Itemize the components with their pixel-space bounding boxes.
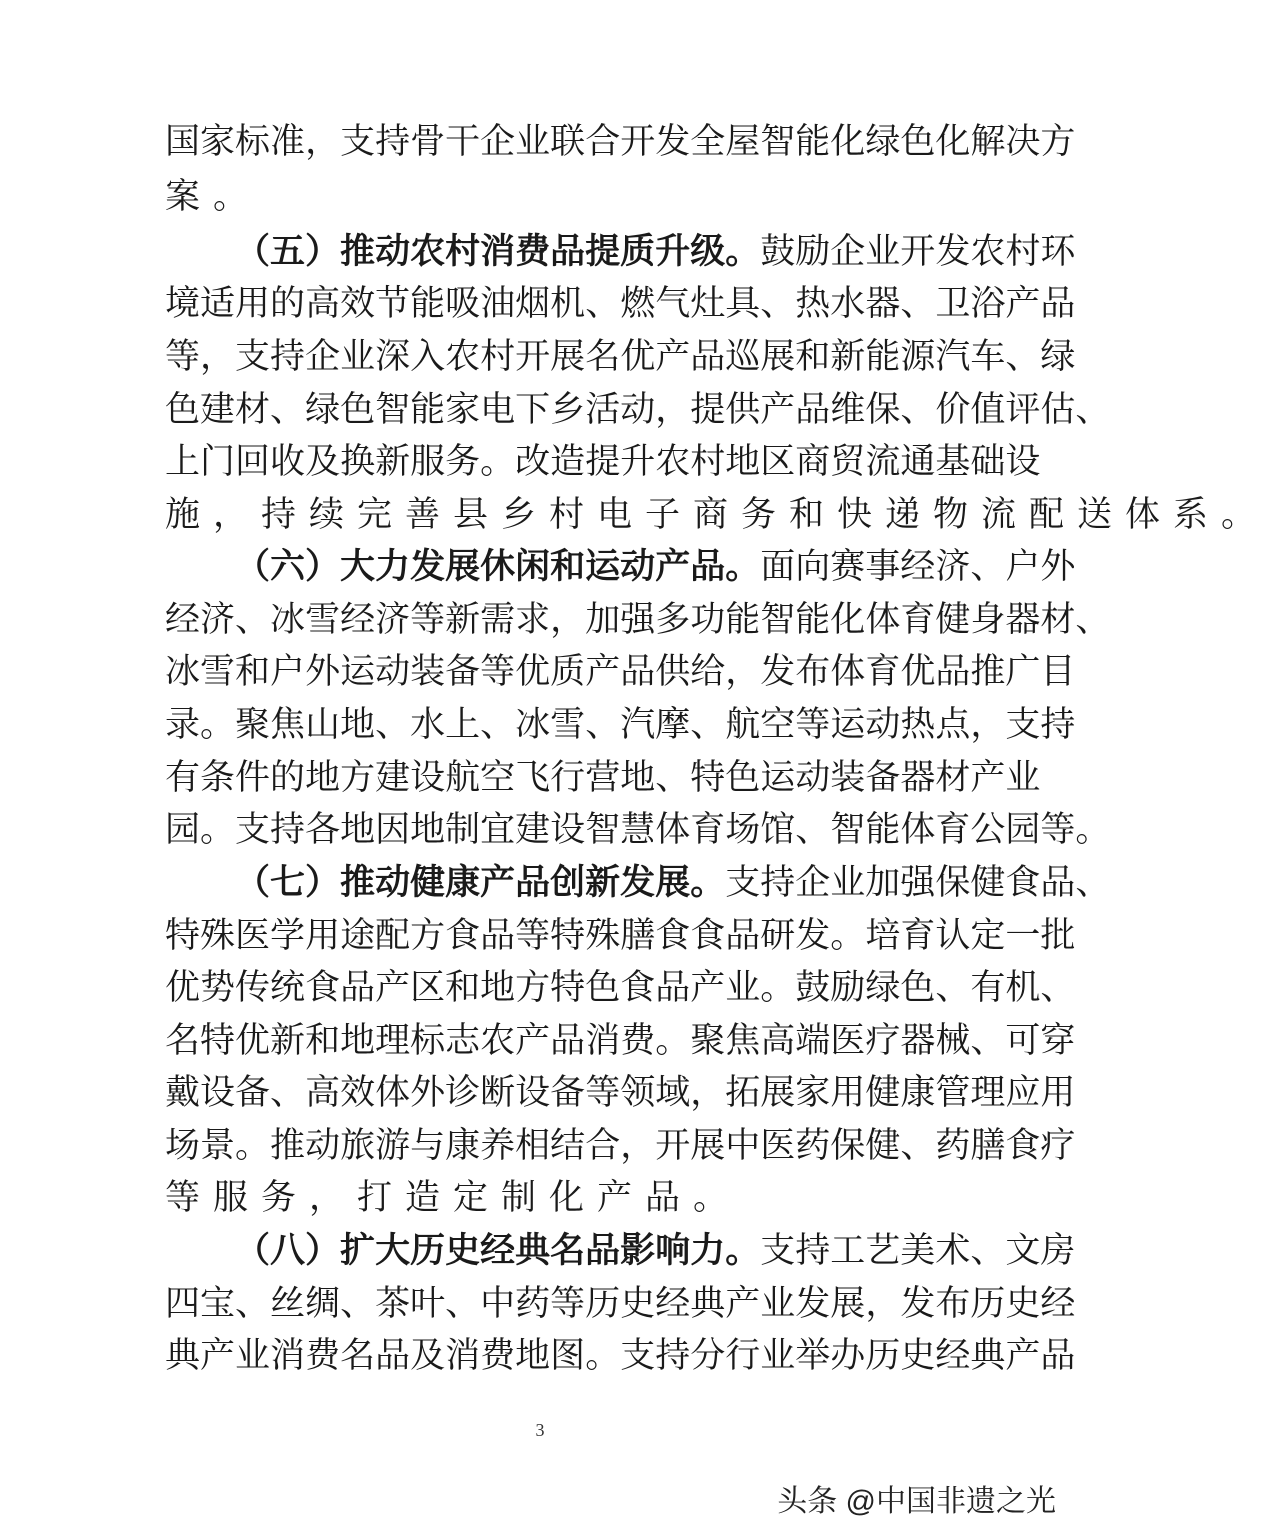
paragraph-line: 案。 [165, 177, 262, 217]
page-number: 3 [535, 1420, 545, 1440]
paragraph-line: 经 济 、 冰 雪 经 济 等 新 需 求 ， 加 强 多 功 能 智 能 化 体 育 健 身 器 材 、 [165, 600, 1111, 640]
watermark: 头条 @中国非遗之光 [777, 1485, 1056, 1518]
section-heading-line: （ 六 ） 大 力 发 展 休 闲 和 运 动 产 品 。 面 向 赛 事 经 济 、 户 外 [235, 546, 1076, 587]
paragraph-line: 典 产 业 消 费 名 品 及 消 费 地 图 。 支 持 分 行 业 举 办 历 史 经 典 产 品 [165, 1336, 1076, 1376]
paragraph-line: 境 适 用 的 高 效 节 能 吸 油 烟 机 、 燃 气 灶 具 、 热 水 器 、 卫 浴 产 品 [165, 284, 1076, 324]
paragraph-line: 国 家 标 准 ， 支 持 骨 干 企 业 联 合 开 发 全 屋 智 能 化 绿 色 化 解 决 方 [165, 122, 1076, 162]
paragraph-line: 戴 设 备 、 高 效 体 外 诊 断 设 备 等 领 域 ， 拓 展 家 用 健 康 管 理 应 用 [165, 1073, 1076, 1113]
paragraph-line: 园 。 支 持 各 地 因 地 制 宜 建 设 智 慧 体 育 场 馆 、 智 能 体 育 公 园 等 。 [165, 810, 1111, 850]
paragraph-line: 优 势 传 统 食 品 产 区 和 地 方 特 色 食 品 产 业 。 鼓 励 绿 色 、 有 机 、 [165, 968, 1076, 1008]
paragraph-line: 施，持续完善县乡村电子商务和快递物流配送体系。 [165, 495, 1269, 535]
paragraph-line: 上 门 回 收 及 换 新 服 务 。 改 造 提 升 农 村 地 区 商 贸 流 通 基 础 设 [165, 442, 1041, 482]
paragraph-line: 有 条 件 的 地 方 建 设 航 空 飞 行 营 地 、 特 色 运 动 装 备 器 材 产 业 [165, 758, 1041, 798]
paragraph-line: 色 建 材 、 绿 色 智 能 家 电 下 乡 活 动 ， 提 供 产 品 维 保 、 价 值 评 估 、 [165, 390, 1111, 430]
paragraph-line: 等服务，打造定制化产品。 [165, 1178, 742, 1218]
paragraph-line: 录 。 聚 焦 山 地 、 水 上 、 冰 雪 、 汽 摩 、 航 空 等 运 动 热 点 ， 支 持 [165, 705, 1076, 745]
paragraph-line: 场 景 。 推 动 旅 游 与 康 养 相 结 合 ， 开 展 中 医 药 保 健 、 药 膳 食 疗 [165, 1126, 1076, 1166]
paragraph-line: 四 宝 、 丝 绸 、 茶 叶 、 中 药 等 历 史 经 典 产 业 发 展 ， 发 布 历 史 经 [165, 1284, 1076, 1324]
paragraph-line: 名 特 优 新 和 地 理 标 志 农 产 品 消 费 。 聚 焦 高 端 医 疗 器 械 、 可 穿 [165, 1021, 1076, 1061]
paragraph-line: 等 ， 支 持 企 业 深 入 农 村 开 展 名 优 产 品 巡 展 和 新 能 源 汽 车 、 绿 [165, 337, 1076, 377]
section-heading-line: （ 五 ） 推 动 农 村 消 费 品 提 质 升 级 。 鼓 励 企 业 开 发 农 村 环 [235, 231, 1076, 272]
section-heading-line: （ 七 ） 推 动 健 康 产 品 创 新 发 展 。 支 持 企 业 加 强 保 健 食 品 、 [235, 862, 1111, 903]
paragraph-line: 特 殊 医 学 用 途 配 方 食 品 等 特 殊 膳 食 食 品 研 发 。 培 育 认 定 一 批 [165, 916, 1076, 956]
paragraph-line: 冰 雪 和 户 外 运 动 装 备 等 优 质 产 品 供 给 ， 发 布 体 育 优 品 推 广 目 [165, 652, 1076, 692]
section-heading-line: （ 八 ） 扩 大 历 史 经 典 名 品 影 响 力 。 支 持 工 艺 美 术 、 文 房 [235, 1230, 1076, 1271]
